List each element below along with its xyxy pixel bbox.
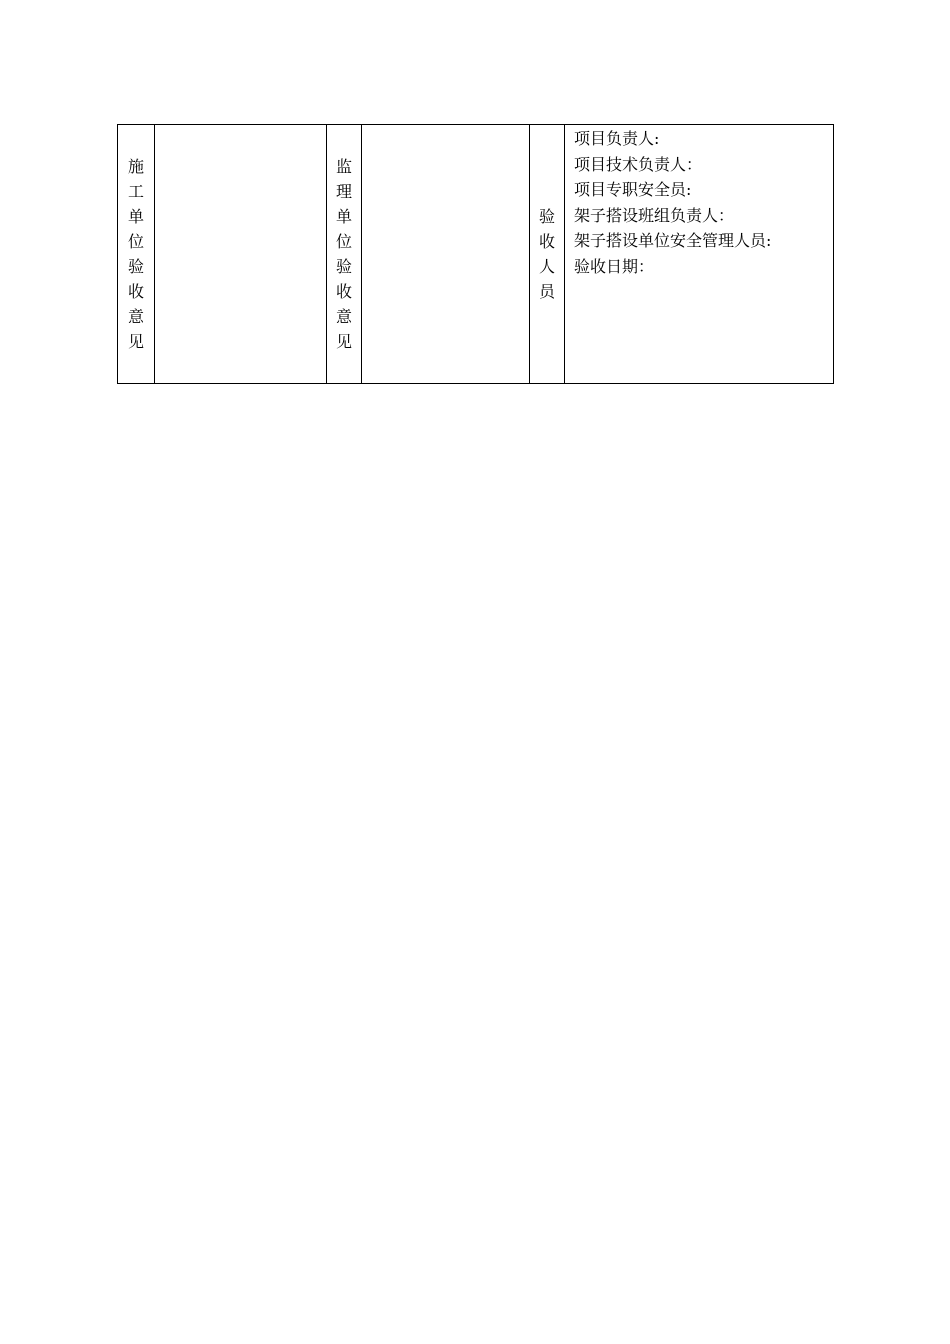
table-row xyxy=(118,125,834,384)
project-manager-signature-line[interactable]: 项目负责人: xyxy=(574,129,660,148)
label-char: 人 xyxy=(538,257,555,276)
label-char: 意 xyxy=(335,307,352,326)
construction-unit-opinion-label xyxy=(118,125,155,384)
inspectors-label xyxy=(530,125,565,384)
label-char: 收 xyxy=(538,232,555,251)
label-char: 收 xyxy=(127,282,144,301)
scaffold-safety-manager-signature-line[interactable]: 架子搭设单位安全管理人员: xyxy=(574,231,772,250)
label-char: 位 xyxy=(335,232,352,251)
scaffold-team-lead-signature-line[interactable]: 架子搭设班组负责人： xyxy=(574,205,735,225)
technical-lead-signature-line[interactable]: 项目技术负责人： xyxy=(574,154,703,174)
label-char: 员 xyxy=(538,282,555,301)
label-char: 位 xyxy=(127,232,144,251)
label-char: 验 xyxy=(127,257,144,276)
label-char: 单 xyxy=(127,207,144,226)
label-char: 验 xyxy=(335,257,352,276)
label-char: 工 xyxy=(127,182,144,201)
acceptance-date-line[interactable]: 验收日期： xyxy=(574,256,655,276)
label-char: 验 xyxy=(538,207,555,226)
label-char: 理 xyxy=(335,182,352,201)
label-char: 监 xyxy=(335,157,352,176)
label-char: 见 xyxy=(335,332,352,351)
construction-unit-opinion-field[interactable] xyxy=(155,125,327,384)
label-char: 收 xyxy=(335,282,352,301)
safety-officer-signature-line[interactable]: 项目专职安全员: xyxy=(574,180,692,199)
acceptance-signoff-table xyxy=(117,124,834,384)
inspectors-list xyxy=(565,125,834,384)
label-char: 单 xyxy=(335,207,352,226)
label-char: 施 xyxy=(127,157,144,176)
label-char: 见 xyxy=(127,332,144,351)
label-char: 意 xyxy=(127,307,144,326)
supervision-unit-opinion-field[interactable] xyxy=(362,125,530,384)
supervision-unit-opinion-label xyxy=(327,125,362,384)
